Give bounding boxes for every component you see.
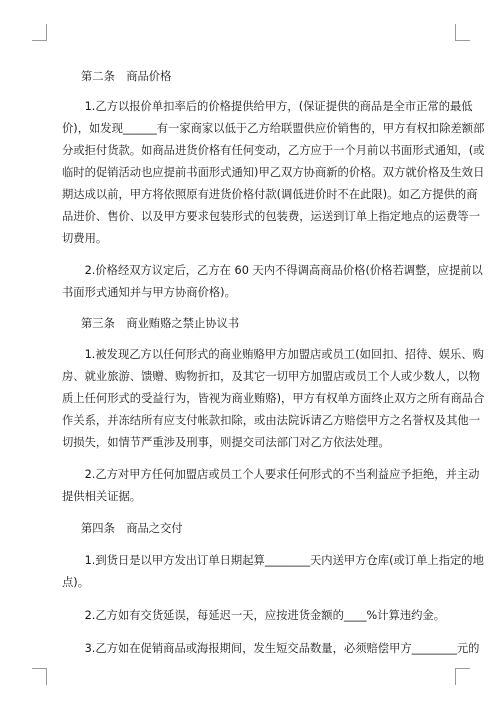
paragraph-line: 质上任何形式的受益行为，皆视为商业贿赂)，甲方有权单方面终止双方之所有商品合	[62, 392, 485, 405]
paragraph-line: 2.乙方如有交货延误，每延迟一天，应按进货金额的____%计算违约金。	[62, 609, 446, 622]
paragraph-line: 作关系，并冻结所有应支付帐款扣除，或由法院诉请乙方赔偿甲方之名誉权及其他一	[62, 414, 480, 427]
paragraph-line: 临时的促销活动也应提前书面形式通知)甲乙双方协商新的价格。双方就价格及生效日	[62, 166, 485, 179]
crop-mark-top-right	[455, 24, 470, 41]
paragraph-line: 切费用。	[62, 232, 108, 245]
paragraph-line: 切损失，如情节严重涉及刑事，则提交司法部门对乙方依法处理。	[62, 436, 390, 449]
paragraph-line: 期达成以前，甲方将依照原有进货价格付款(调低进价时不在此限)。如乙方提供的商	[62, 188, 478, 201]
paragraph-line: 书面形式通知并与甲方协商价格)。	[62, 286, 236, 299]
section-heading: 第二条 商品价格	[81, 70, 172, 83]
crop-mark-top-left	[32, 24, 47, 41]
crop-mark-bottom-right	[455, 668, 470, 685]
paragraph-line: 1.被发现乙方以任何形式的商业贿赂甲方加盟店或员工(如回扣、招待、娱乐、购	[62, 348, 484, 361]
section-heading: 第三条 商业贿赂之禁止协议书	[81, 317, 240, 330]
crop-mark-bottom-left	[32, 668, 47, 685]
paragraph-line: 2.价格经双方议定后，乙方在 60 天内不得调高商品价格(价格若调整，应提前以	[62, 264, 483, 277]
paragraph-line: 2.乙方对甲方任何加盟店或员工个人要求任何形式的不当利益应予拒绝，并主动	[62, 468, 480, 481]
paragraph-line: 分或拒付货款。如商品进货价格有任何变动，乙方应于一个月前以书面形式通知，(或	[62, 144, 485, 157]
paragraph-line: 1.到货日是以甲方发出订单日期起算________天内送甲方仓库(或订单上指定的地	[62, 554, 484, 567]
paragraph-line: 价)，如发现______有一家商家以低于乙方给联盟供应价销售的，甲方有权扣除差额部	[62, 122, 485, 135]
paragraph-line: 房、就业旅游、馈赠、购物折扣，及其它一切甲方加盟店或员工个人或少数人，以物	[62, 370, 480, 383]
paragraph-line: 提供相关证据。	[62, 490, 142, 503]
paragraph-line: 1.乙方以报价单扣率后的价格提供给甲方，(保证提供的商品是全市正常的最低	[62, 100, 473, 113]
paragraph-line: 品进价、售价、以及甲方要求包装形式的包装费，运送到订单上指定地点的运费等一	[62, 210, 480, 223]
paragraph-line: 点)。	[62, 576, 90, 589]
document-body	[62, 66, 485, 660]
section-heading: 第四条 商品之交付	[81, 522, 183, 535]
paragraph-line: 3.乙方如在促销商品或海报期间，发生短交品数量，必须赔偿甲方________元的	[62, 642, 480, 655]
